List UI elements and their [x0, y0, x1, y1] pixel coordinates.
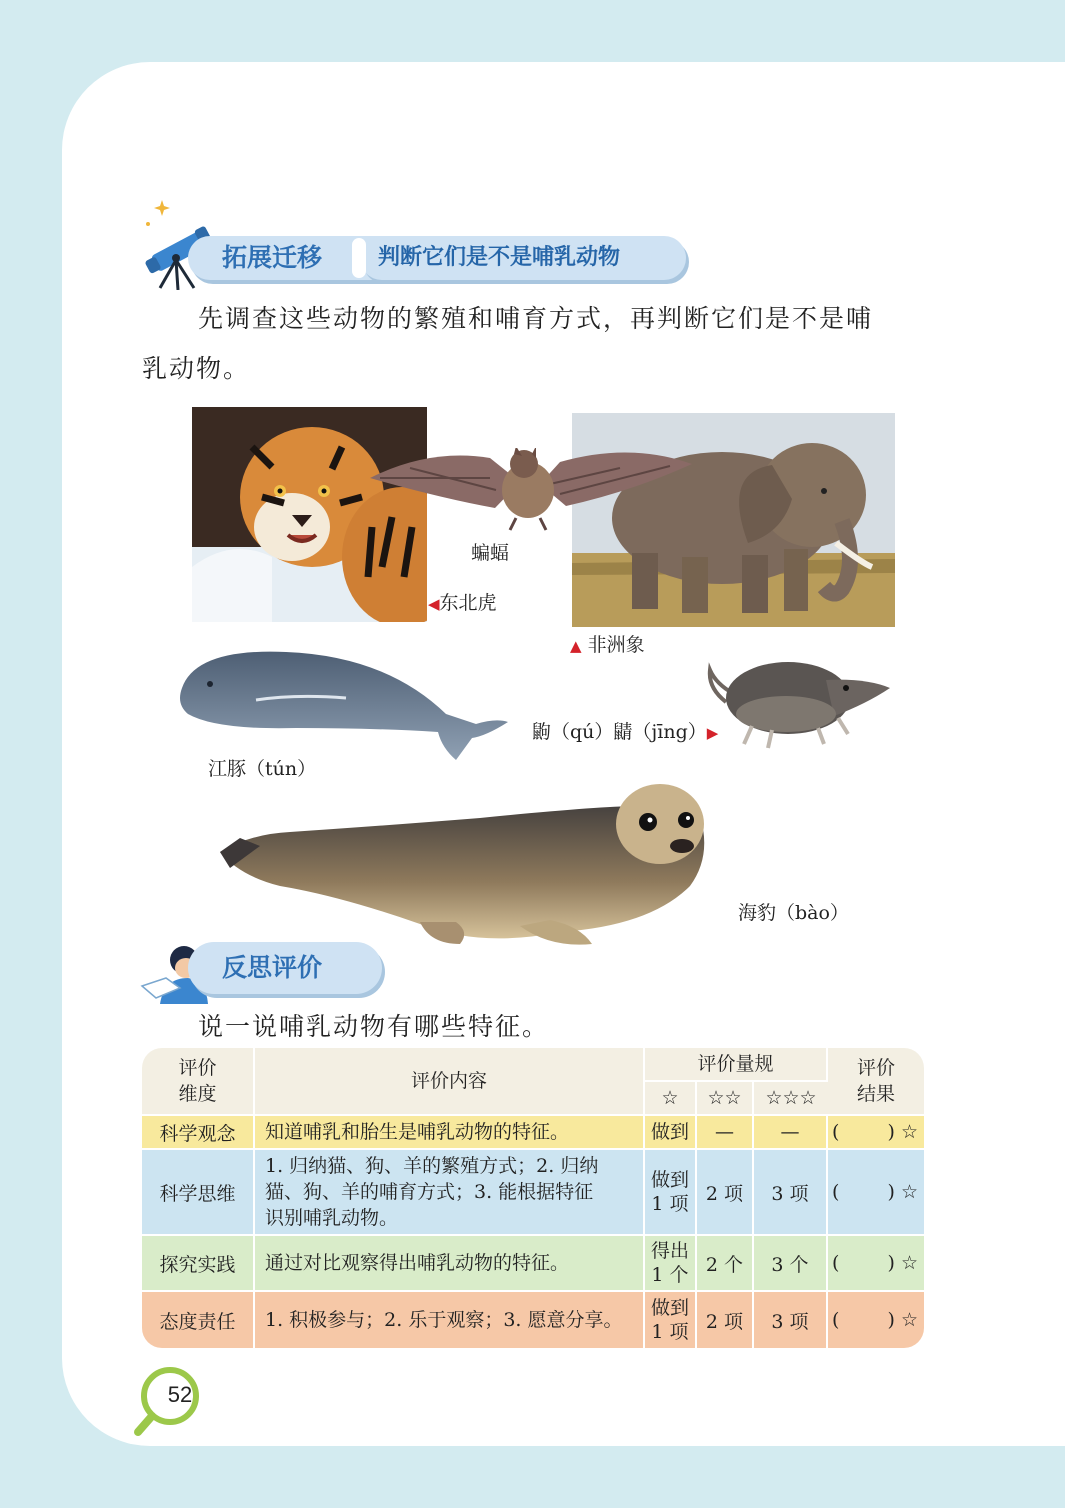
row-dimension: 科学观念: [142, 1116, 255, 1150]
table-row: [142, 1116, 924, 1150]
row-content: 通过对比观察得出哺乳动物的特征。: [255, 1236, 645, 1292]
star-icon: ☆: [900, 1309, 918, 1331]
row-result[interactable]: ( ) ☆: [828, 1116, 924, 1150]
instruction-text: 先调查这些动物的繁殖和哺育方式，再判断它们是不是哺: [198, 304, 874, 333]
pointer-triangle-icon: ▶: [706, 724, 719, 742]
row-two-star: 2 项: [697, 1292, 754, 1348]
row-content: 1. 归纳猫、狗、羊的繁殖方式；2. 归纳 猫、狗、羊的哺育方式；3. 能根据特征 识别哺乳动物。: [255, 1150, 645, 1236]
table-row: [142, 1292, 924, 1348]
row-one-star: 做到: [645, 1116, 697, 1150]
section-title: 拓展迁移: [188, 236, 428, 280]
row-two-star: —: [697, 1116, 754, 1150]
header-result: 评价 结果: [828, 1048, 924, 1116]
star-icon: ☆: [900, 1252, 918, 1274]
table-row: [142, 1150, 924, 1236]
header-scale: 评价量规: [645, 1048, 828, 1082]
table-header-row: [142, 1048, 924, 1082]
row-two-star: 2 项: [697, 1150, 754, 1236]
star-icon: ☆: [900, 1121, 918, 1143]
header-three-star: ☆☆☆: [754, 1082, 828, 1116]
row-three-star: —: [754, 1116, 828, 1150]
bat-photo: [370, 448, 692, 532]
section-title: 反思评价: [188, 942, 382, 994]
section-extension-header: [140, 236, 700, 286]
shrew-photo: [706, 644, 892, 752]
seal-photo: [220, 776, 732, 948]
porpoise-caption: 江豚（tún）: [208, 758, 317, 780]
seal-caption: 海豹（bào）: [738, 902, 849, 924]
page-number-badge: [144, 1368, 198, 1422]
row-dimension: 科学思维: [142, 1150, 255, 1236]
row-result[interactable]: ( ) ☆: [828, 1292, 924, 1348]
tiger-caption: ◀东北虎: [428, 592, 497, 614]
table-row: [142, 1236, 924, 1292]
row-result[interactable]: ( ) ☆: [828, 1236, 924, 1292]
row-one-star: 做到 1 项: [645, 1150, 697, 1236]
divider: [352, 238, 366, 278]
row-three-star: 3 项: [754, 1292, 828, 1348]
row-one-star: 得出 1 个: [645, 1236, 697, 1292]
row-three-star: 3 个: [754, 1236, 828, 1292]
instruction-text-cont: 乳动物。: [142, 354, 251, 383]
row-result[interactable]: ( ) ☆: [828, 1150, 924, 1236]
row-three-star: 3 项: [754, 1150, 828, 1236]
rubric-table: [142, 1048, 924, 1348]
section-subtitle: 判断它们是不是哺乳动物: [360, 236, 686, 280]
shrew-caption: 鼩（qú）鼱（jīng）▶: [532, 721, 719, 743]
row-dimension: 态度责任: [142, 1292, 255, 1348]
row-dimension: 探究实践: [142, 1236, 255, 1292]
header-two-star: ☆☆: [697, 1082, 754, 1116]
row-two-star: 2 个: [697, 1236, 754, 1292]
header-content: 评价内容: [255, 1048, 645, 1116]
star-icon: ☆: [900, 1181, 918, 1203]
row-content: 知道哺乳和胎生是哺乳动物的特征。: [255, 1116, 645, 1150]
pointer-triangle-icon: ◀: [428, 595, 440, 613]
row-one-star: 做到 1 项: [645, 1292, 697, 1348]
header-one-star: ☆: [645, 1082, 697, 1116]
reflection-question: 说一说哺乳动物有哪些特征。: [198, 1012, 550, 1041]
header-dimension: 评价 维度: [142, 1048, 255, 1116]
page-number: 52: [167, 1382, 193, 1407]
row-content: 1. 积极参与；2. 乐于观察；3. 愿意分享。: [255, 1292, 645, 1348]
section-reflection-header: [140, 948, 400, 1000]
porpoise-photo: [176, 648, 510, 762]
elephant-caption: ▲ 非洲象: [570, 634, 645, 656]
bat-caption: 蝙蝠: [471, 542, 510, 564]
pointer-triangle-icon: ▲: [570, 637, 582, 655]
